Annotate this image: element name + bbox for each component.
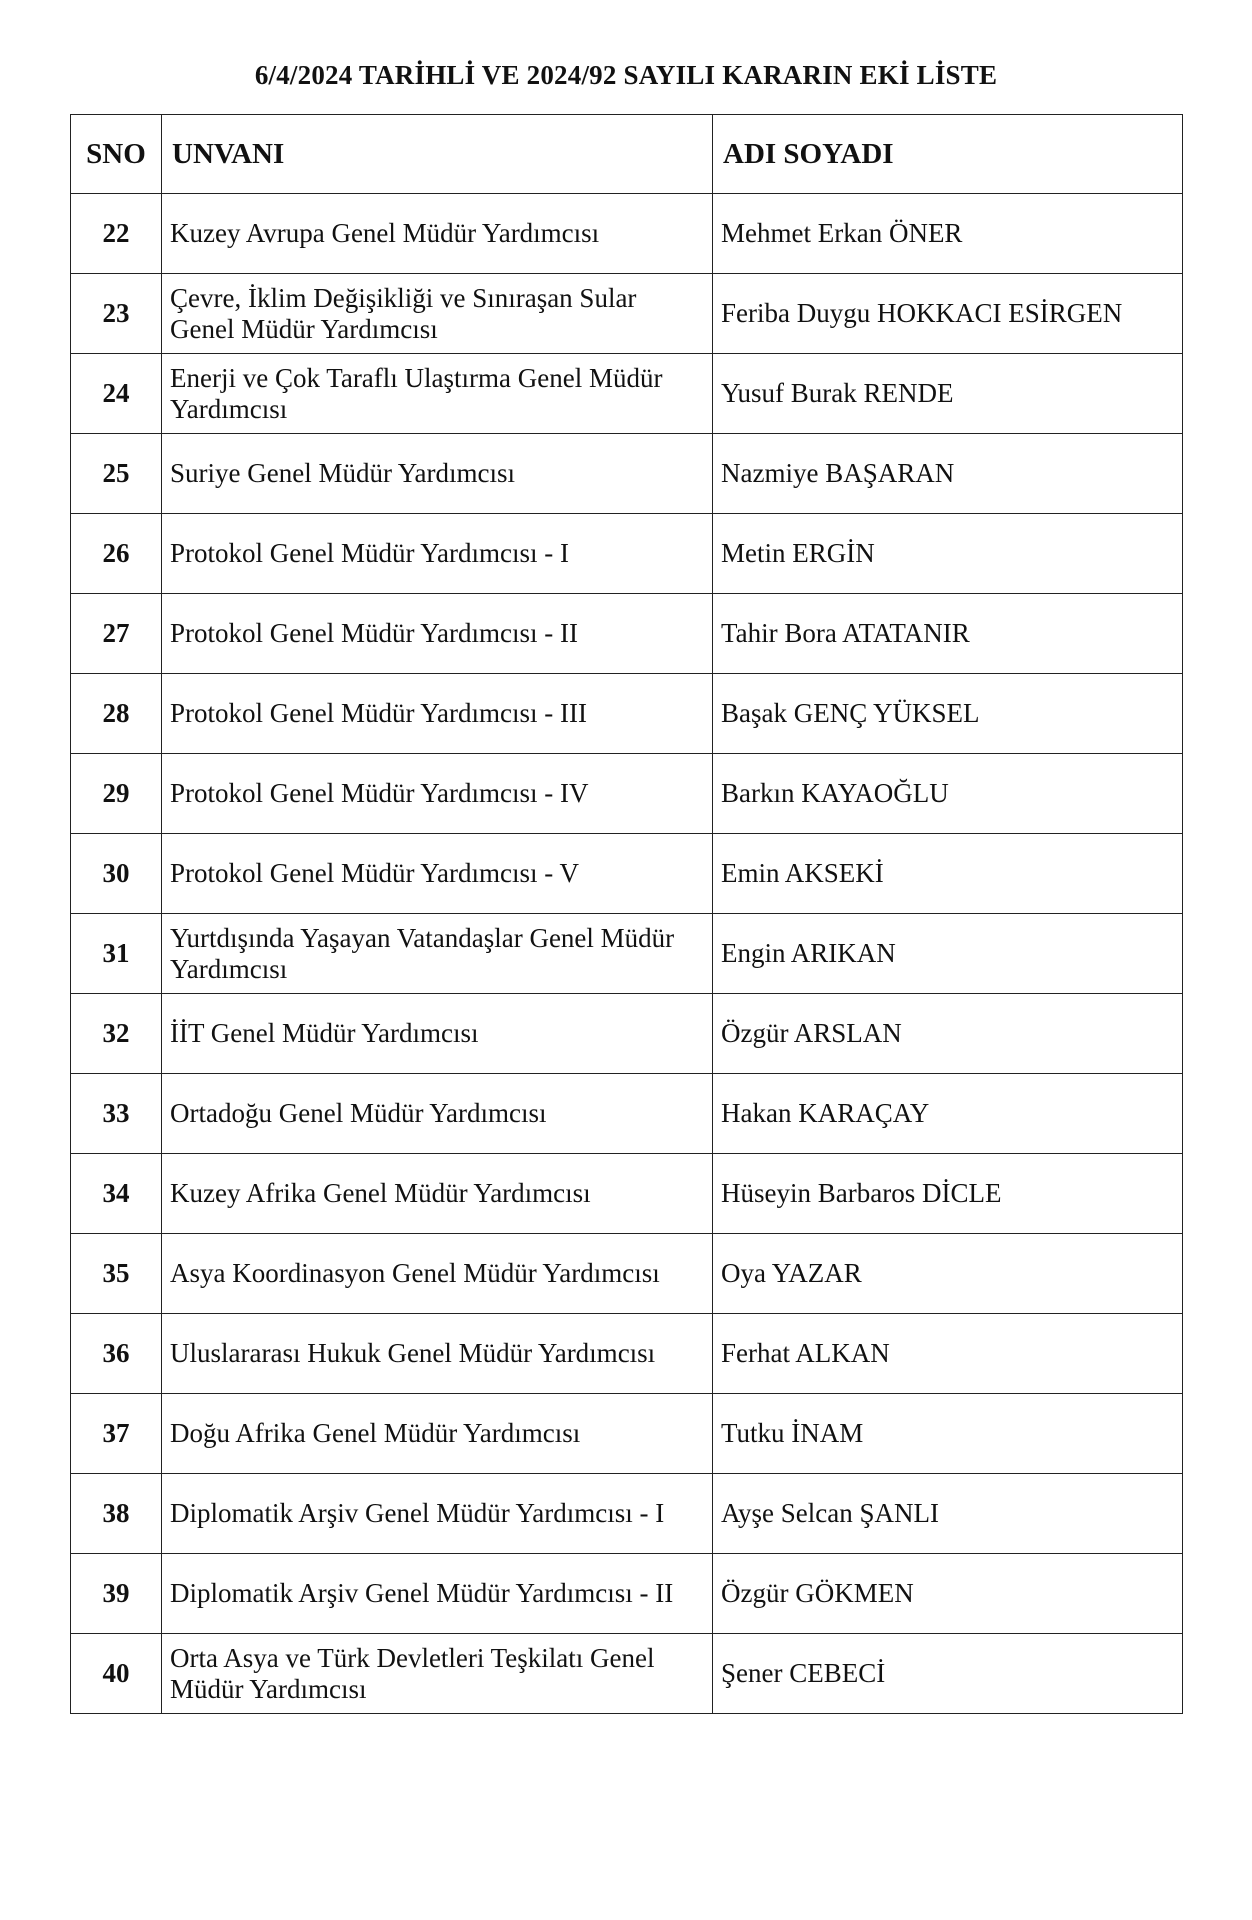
- sno-cell: 30: [71, 834, 162, 914]
- unvani-cell: Uluslararası Hukuk Genel Müdür Yardımcısı: [162, 1314, 713, 1394]
- adi-soyadi-cell: Tutku İNAM: [713, 1394, 1183, 1474]
- adi-soyadi-cell: Tahir Bora ATATANIR: [713, 594, 1183, 674]
- adi-soyadi-cell: Nazmiye BAŞARAN: [713, 434, 1183, 514]
- table-row: [71, 674, 1183, 754]
- adi-soyadi-cell: Ayşe Selcan ŞANLI: [713, 1474, 1183, 1554]
- sno-cell: 37: [71, 1394, 162, 1474]
- unvani-cell: İİT Genel Müdür Yardımcısı: [162, 994, 713, 1074]
- table-row: [71, 274, 1183, 354]
- sno-cell: 29: [71, 754, 162, 834]
- sno-cell: 33: [71, 1074, 162, 1154]
- adi-soyadi-cell: Feriba Duygu HOKKACI ESİRGEN: [713, 274, 1183, 354]
- table-row: [71, 354, 1183, 434]
- document-title: 6/4/2024 TARİHLİ VE 2024/92 SAYILI KARARIN EKİ LİSTE: [254, 60, 998, 90]
- unvani-cell: Çevre, İklim Değişikliği ve Sınıraşan Sular Genel Müdür Yardımcısı: [162, 274, 713, 354]
- adi-soyadi-cell: Özgür GÖKMEN: [713, 1554, 1183, 1634]
- table-row: [71, 1634, 1183, 1714]
- unvani-cell: Suriye Genel Müdür Yardımcısı: [162, 434, 713, 514]
- adi-soyadi-cell: Hakan KARAÇAY: [713, 1074, 1183, 1154]
- sno-cell: 35: [71, 1234, 162, 1314]
- sno-cell: 39: [71, 1554, 162, 1634]
- table-row: [71, 434, 1183, 514]
- unvani-cell: Diplomatik Arşiv Genel Müdür Yardımcısı - I: [162, 1474, 713, 1554]
- unvani-cell: Orta Asya ve Türk Devletleri Teşkilatı Genel Müdür Yardımcısı: [162, 1634, 713, 1714]
- sno-cell: 40: [71, 1634, 162, 1714]
- unvani-cell: Protokol Genel Müdür Yardımcısı - III: [162, 674, 713, 754]
- sno-cell: 24: [71, 354, 162, 434]
- unvani-cell: Diplomatik Arşiv Genel Müdür Yardımcısı - II: [162, 1554, 713, 1634]
- adi-soyadi-cell: Emin AKSEKİ: [713, 834, 1183, 914]
- header-sno: SNO: [71, 115, 162, 194]
- sno-cell: 36: [71, 1314, 162, 1394]
- adi-soyadi-cell: Oya YAZAR: [713, 1234, 1183, 1314]
- adi-soyadi-cell: Yusuf Burak RENDE: [713, 354, 1183, 434]
- sno-cell: 22: [71, 194, 162, 274]
- table-row: [71, 1074, 1183, 1154]
- table-row: [71, 1394, 1183, 1474]
- adi-soyadi-cell: Barkın KAYAOĞLU: [713, 754, 1183, 834]
- sno-cell: 34: [71, 1154, 162, 1234]
- unvani-cell: Yurtdışında Yaşayan Vatandaşlar Genel Müdür Yardımcısı: [162, 914, 713, 994]
- table-row: [71, 1234, 1183, 1314]
- table-row: [71, 834, 1183, 914]
- unvani-cell: Protokol Genel Müdür Yardımcısı - II: [162, 594, 713, 674]
- sno-cell: 26: [71, 514, 162, 594]
- table-row: [71, 754, 1183, 834]
- unvani-cell: Asya Koordinasyon Genel Müdür Yardımcısı: [162, 1234, 713, 1314]
- unvani-cell: Protokol Genel Müdür Yardımcısı - V: [162, 834, 713, 914]
- adi-soyadi-cell: Metin ERGİN: [713, 514, 1183, 594]
- unvani-cell: Kuzey Avrupa Genel Müdür Yardımcısı: [162, 194, 713, 274]
- unvani-cell: Doğu Afrika Genel Müdür Yardımcısı: [162, 1394, 713, 1474]
- unvani-cell: Enerji ve Çok Taraflı Ulaştırma Genel Müdür Yardımcısı: [162, 354, 713, 434]
- sno-cell: 27: [71, 594, 162, 674]
- sno-cell: 31: [71, 914, 162, 994]
- header-unvani: UNVANI: [162, 115, 713, 194]
- adi-soyadi-cell: Mehmet Erkan ÖNER: [713, 194, 1183, 274]
- appointment-table: [70, 114, 1183, 1714]
- sno-cell: 28: [71, 674, 162, 754]
- sno-cell: 23: [71, 274, 162, 354]
- table-header-row: [71, 115, 1183, 194]
- table-row: [71, 914, 1183, 994]
- adi-soyadi-cell: Hüseyin Barbaros DİCLE: [713, 1154, 1183, 1234]
- table-row: [71, 594, 1183, 674]
- sno-cell: 25: [71, 434, 162, 514]
- unvani-cell: Protokol Genel Müdür Yardımcısı - I: [162, 514, 713, 594]
- table-row: [71, 994, 1183, 1074]
- unvani-cell: Kuzey Afrika Genel Müdür Yardımcısı: [162, 1154, 713, 1234]
- unvani-cell: Protokol Genel Müdür Yardımcısı - IV: [162, 754, 713, 834]
- adi-soyadi-cell: Başak GENÇ YÜKSEL: [713, 674, 1183, 754]
- header-adi-soyadi: ADI SOYADI: [713, 115, 1183, 194]
- table-row: [71, 1554, 1183, 1634]
- unvani-cell: Ortadoğu Genel Müdür Yardımcısı: [162, 1074, 713, 1154]
- table-row: [71, 1474, 1183, 1554]
- adi-soyadi-cell: Şener CEBECİ: [713, 1634, 1183, 1714]
- adi-soyadi-cell: Engin ARIKAN: [713, 914, 1183, 994]
- adi-soyadi-cell: Ferhat ALKAN: [713, 1314, 1183, 1394]
- sno-cell: 38: [71, 1474, 162, 1554]
- adi-soyadi-cell: Özgür ARSLAN: [713, 994, 1183, 1074]
- table-row: [71, 514, 1183, 594]
- table-row: [71, 1154, 1183, 1234]
- sno-cell: 32: [71, 994, 162, 1074]
- table-row: [71, 194, 1183, 274]
- table-row: [71, 1314, 1183, 1394]
